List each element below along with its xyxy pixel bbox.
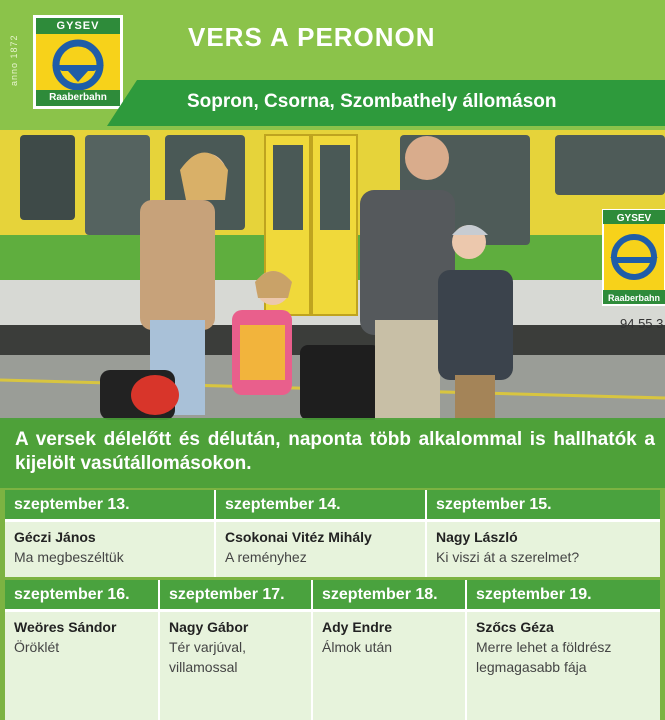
poet-name: Nagy László bbox=[436, 529, 518, 545]
poet-name: Géczi János bbox=[14, 529, 96, 545]
mother-coat bbox=[140, 200, 215, 330]
poet-name: Ady Endre bbox=[322, 619, 393, 635]
family-train-photo bbox=[0, 130, 665, 420]
schedule-entry bbox=[216, 522, 425, 577]
poem-title: Öröklét bbox=[14, 639, 60, 655]
schedule-date: szeptember 18. bbox=[313, 580, 465, 612]
father-head bbox=[405, 136, 449, 180]
schedule-entry bbox=[467, 612, 660, 720]
door-window bbox=[320, 145, 350, 230]
logo-top-text: GYSEV bbox=[36, 18, 120, 34]
photo-illustration bbox=[0, 130, 665, 420]
header bbox=[0, 0, 665, 130]
schedule-cell bbox=[427, 490, 660, 577]
door-window bbox=[273, 145, 303, 230]
schedule-row-1 bbox=[5, 490, 660, 577]
schedule-cell bbox=[313, 580, 467, 720]
schedule-cell bbox=[467, 580, 660, 720]
girl-pattern bbox=[240, 325, 285, 380]
schedule-entry bbox=[5, 522, 214, 577]
poem-title: Merre lehet a földrész legmagasabb fája bbox=[476, 639, 612, 675]
train-number: 94 55 3 bbox=[620, 316, 664, 331]
schedule-entry bbox=[313, 612, 465, 720]
logo-bottom-text: Raaberbahn bbox=[36, 90, 120, 106]
schedule-cell bbox=[160, 580, 313, 720]
poet-name: Csokonai Vitéz Mihály bbox=[225, 529, 372, 545]
boy-jacket bbox=[438, 270, 513, 380]
father-trousers bbox=[375, 320, 440, 420]
boy-trousers bbox=[455, 375, 495, 420]
announcement-text: A versek délelőtt és délután, naponta több alkalommal is hallhatók a kijelölt vasútállomásokon. bbox=[15, 429, 655, 474]
schedule-entry bbox=[160, 612, 311, 720]
poem-title: A reményhez bbox=[225, 549, 307, 565]
train-logo-top-text: GYSEV bbox=[616, 213, 652, 224]
page-title: VERS A PERONON bbox=[188, 22, 436, 52]
schedule-cell bbox=[5, 580, 160, 720]
schedule-date: szeptember 13. bbox=[5, 490, 214, 522]
poet-name: Weöres Sándor bbox=[14, 619, 117, 635]
poem-title: Álmok után bbox=[322, 639, 393, 655]
schedule-entry bbox=[5, 612, 158, 720]
anno-year-label: anno 1872 bbox=[9, 34, 19, 86]
schedule-date: szeptember 16. bbox=[5, 580, 158, 612]
schedule-date: szeptember 15. bbox=[427, 490, 660, 522]
page-subtitle: Sopron, Csorna, Szombathely állomáson bbox=[187, 91, 557, 112]
ladybug-bag bbox=[131, 375, 179, 415]
schedule-date: szeptember 19. bbox=[467, 580, 660, 612]
schedule-row-2 bbox=[5, 580, 660, 720]
winged-wheel-icon bbox=[50, 38, 106, 92]
schedule-date: szeptember 14. bbox=[216, 490, 425, 522]
train-window bbox=[555, 135, 665, 195]
train-wing-icon bbox=[610, 257, 658, 263]
poem-title: Ki viszi át a szerelmet? bbox=[436, 549, 580, 565]
poem-title: Tér varjúval, villamossal bbox=[169, 639, 247, 675]
poet-name: Nagy Gábor bbox=[169, 619, 249, 635]
announcement-banner bbox=[0, 418, 665, 488]
train-logo-bottom-text: Raaberbahn bbox=[607, 293, 661, 303]
poem-title: Ma megbeszéltük bbox=[14, 549, 124, 565]
subtitle-band bbox=[137, 80, 665, 126]
schedule-cell bbox=[5, 490, 216, 577]
rolling-suitcase bbox=[300, 345, 380, 420]
schedule-cell bbox=[216, 490, 427, 577]
train-window bbox=[20, 135, 75, 220]
schedule-date: szeptember 17. bbox=[160, 580, 311, 612]
schedule-entry bbox=[427, 522, 660, 577]
poet-name: Szőcs Géza bbox=[476, 619, 554, 635]
